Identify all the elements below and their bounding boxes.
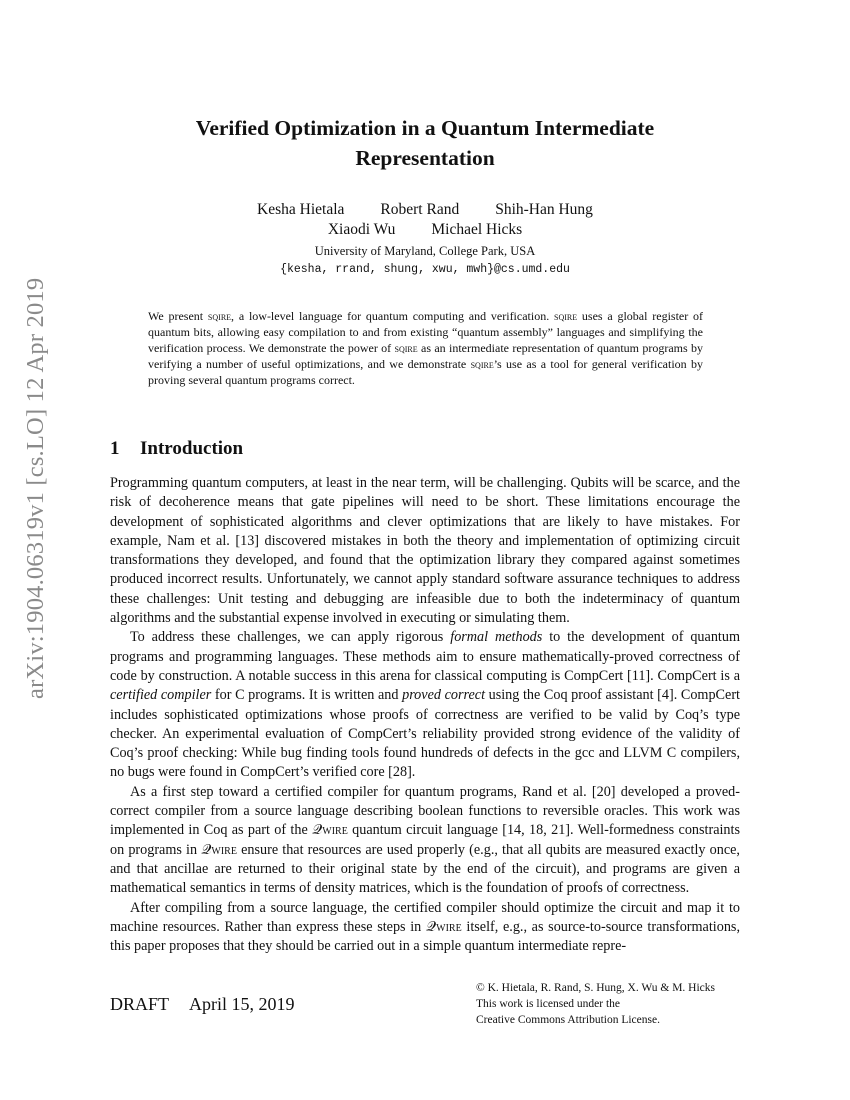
draft-footer — [110, 992, 295, 1016]
license-notice — [476, 980, 715, 1028]
section-heading — [110, 437, 243, 461]
author-name: Robert Rand — [380, 201, 460, 218]
authors-row-2 — [150, 220, 700, 240]
sqire-name: sqire — [470, 357, 494, 372]
author-name: Michael Hicks — [431, 221, 523, 238]
author-name: Kesha Hietala — [257, 201, 345, 218]
section-title: Introduction — [140, 438, 244, 459]
author-name: Shih-Han Hung — [495, 201, 593, 218]
paragraph: As a first step toward a certified compiler for quantum programs, Rand et al. [20] developed a proved-correct compiler from a source language describing boolean functions to reversible oracles. This work was implemented in Coq as part of the 𝒬wire quantum circuit language [14, 18, 21]. Well-formedness constraints on programs in 𝒬wire ensure that resources are used properly (e.g., that all qubits are measured exactly once, and that ancillae are returned to their original state by the end of the circuit), and programs are given a mathematical semantics in terms of density matrices, which is the foundation of proofs of correctness. — [110, 783, 740, 897]
paper-title: Verified Optimization in a Quantum Intermediate Representation — [195, 116, 655, 170]
author-name: Xiaodi Wu — [327, 221, 396, 238]
section-number: 1 — [110, 438, 120, 459]
sqire-name: sqire — [394, 341, 418, 356]
emphasis: formal methods — [450, 629, 543, 646]
draft-label: DRAFT — [110, 994, 170, 1014]
emphasis: proved correct — [402, 687, 486, 704]
qwire-name: 𝒬wire — [312, 822, 348, 839]
author-emails: {kesha, rrand, shung, xwu, mwh}@cs.umd.edu — [280, 263, 570, 276]
qwire-name: 𝒬wire — [425, 918, 462, 935]
affiliation: University of Maryland, College Park, USA — [314, 244, 536, 258]
arxiv-identifier: arXiv:1904.06319v1 [cs.LO] 12 Apr 2019 — [22, 277, 49, 699]
copyright-line: © K. Hietala, R. Rand, S. Hung, X. Wu & M. Hicks — [476, 982, 716, 994]
sqire-name: sqire — [554, 309, 578, 323]
sqire-name: sqire — [207, 309, 232, 323]
emphasis: certified compiler — [110, 687, 212, 704]
qwire-name: 𝒬wire — [201, 841, 237, 858]
abstract: We present sqire, a low-level language for quantum computing and verification. sqire uses a global register of quantum bits, allowing easy compilation to and from existing “quantum assembly” languages and simplifying the verification process. We demonstrate the power of sqire as an intermediate representation of quantum programs by verifying a number of useful optimizations, and we demonstrate sqire’s use as a tool for general verification by proving several quantum programs correct. — [148, 309, 704, 388]
paragraph: Programming quantum computers, at least in the near term, will be challenging. Qubits will be scarce, and the risk of decoherence means that gate pipelines will need to be short. These limitations encourage the development of sophisticated algorithms and clever optimizations that are likely to have mistakes. For example, Nam et al. [13] discovered mistakes in both the theory and implementation of optimizing circuit transformations they developed, and found that the optimization library they compared against sometimes produced incorrect results. Unfortunately, we cannot apply standard software assurance techniques to address these challenges: Unit testing and debugging are infeasible due to both the indeterminacy of quantum algorithms and the substantial expense involved in executing or simulating them. — [110, 475, 740, 627]
body-text — [110, 474, 740, 956]
paragraph: To address these challenges, we can apply rigorous formal methods to the development of quantum programs and programming languages. These methods aim to ensure mathematically-proved correctness of code by construction. A notable success in this arena for classical computing is CompCert [11]. CompCert is a certified compiler for C programs. It is written and proved correct using the Coq proof assistant [4]. CompCert includes sophisticated optimizations whose proofs of correctness are verified to be valid by Coq’s type checker. An experimental evaluation of CompCert’s reliability provided strong evidence of the validity of Coq’s proof checking: While bug finding tools found hundreds of defects in the gcc and LLVM C compilers, no bugs were found in CompCert’s verified core [28]. — [110, 629, 740, 781]
arxiv-stamp — [16, 0, 56, 1100]
paragraph: After compiling from a source language, the certified compiler should optimize the circuit and map it to machine resources. Rather than express these steps in 𝒬wire itself, e.g., as source-to-source transformations, this paper proposes that they should be carried out in a simple quantum intermediate repre- — [110, 899, 740, 955]
license-line: This work is licensed under the — [476, 998, 621, 1010]
draft-date: April 15, 2019 — [189, 994, 295, 1014]
license-link[interactable]: Creative Commons Attribution License. — [476, 1014, 660, 1026]
authors-row-1 — [150, 200, 700, 220]
